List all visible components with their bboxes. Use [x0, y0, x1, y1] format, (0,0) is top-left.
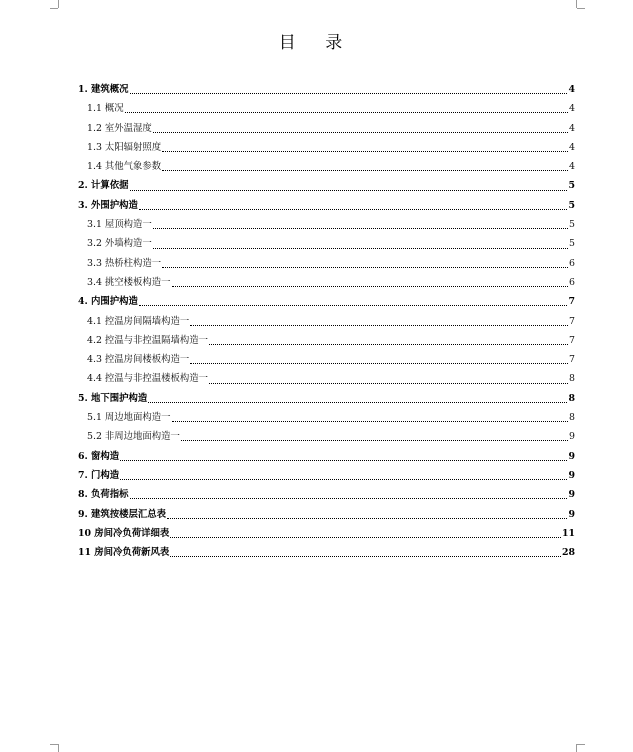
toc-entry-page: 8: [569, 412, 575, 424]
toc-entry-page: 6: [569, 257, 575, 269]
toc-leader-dots: [209, 344, 568, 345]
toc-entry-label: 9. 建筑按楼层汇总表: [78, 508, 167, 520]
crop-mark-bottom-left: [58, 744, 59, 752]
toc-entry[interactable]: [78, 369, 575, 388]
toc-leader-dots: [130, 93, 568, 94]
toc-entry-page: 9: [568, 508, 575, 520]
toc-leader-dots: [162, 151, 568, 152]
toc-entry-label: 1.4 其他气象参数: [87, 161, 162, 173]
toc-entry[interactable]: [78, 196, 575, 215]
toc-leader-dots: [167, 518, 567, 519]
toc-leader-dots: [172, 421, 569, 422]
toc-entry-page: 4: [569, 122, 575, 134]
toc-entry[interactable]: [78, 273, 575, 292]
toc-entry-page: 8: [568, 392, 575, 404]
crop-mark-bottom-right: [576, 744, 577, 752]
toc-entry-label: 7. 门构造: [78, 469, 120, 481]
toc-entry-page: 7: [569, 315, 575, 327]
toc-leader-dots: [153, 228, 568, 229]
toc-entry-label: 4. 内围护构造: [78, 296, 138, 308]
toc-entry-label: 3.1 屋顶构造一: [87, 219, 152, 231]
toc-entry-page: 8: [569, 373, 575, 385]
toc-entry-page: 5: [569, 238, 575, 250]
toc-entry-page: 5: [568, 180, 575, 192]
toc-entry-label: 3. 外围护构造: [78, 199, 138, 211]
toc-entry-label: 6. 窗构造: [78, 450, 120, 462]
toc-entry-label: 4.2 控温与非控温隔墙构造一: [87, 334, 209, 346]
toc-leader-dots: [125, 112, 568, 113]
toc-entry-label: 3.4 挑空楼板构造一: [87, 276, 171, 288]
toc-entry[interactable]: [78, 312, 575, 331]
toc-entry[interactable]: [78, 524, 575, 543]
toc-entry-label: 5.1 周边地面构造一: [87, 412, 171, 424]
toc-entry-page: 4: [569, 103, 575, 115]
toc-entry[interactable]: [78, 408, 575, 427]
toc-entry-page: 11: [561, 527, 575, 539]
toc-leader-dots: [139, 209, 568, 210]
toc-entry[interactable]: [78, 119, 575, 138]
toc-entry-label: 11 房间冷负荷新风表: [78, 547, 170, 559]
toc-entry-page: 4: [569, 141, 575, 153]
toc-entry-label: 1.1 概况: [87, 103, 124, 115]
toc-title: 目 录: [278, 33, 355, 53]
toc-entry[interactable]: [78, 331, 575, 350]
toc-entry-page: 9: [568, 450, 575, 462]
toc-entry-page: 7: [568, 296, 575, 308]
crop-mark-top-left: [58, 0, 59, 8]
crop-mark-top-right: [576, 0, 577, 8]
toc-entry-page: 4: [568, 84, 575, 95]
toc-entry[interactable]: [78, 350, 575, 369]
toc-entry-label: 4.4 控温与非控温楼板构造一: [87, 373, 209, 385]
toc-leader-dots: [190, 325, 568, 326]
toc-entry-label: 1.2 室外温湿度: [87, 122, 152, 134]
toc-entry[interactable]: [78, 80, 575, 99]
crop-mark-bottom-left-h: [50, 744, 58, 745]
toc-entry[interactable]: [78, 234, 575, 253]
toc-entry[interactable]: [78, 157, 575, 176]
toc-entry-label: 5. 地下围护构造: [78, 392, 148, 404]
toc-entry-label: 3.3 热桥柱构造一: [87, 257, 162, 269]
toc-leader-dots: [162, 267, 568, 268]
toc-leader-dots: [153, 248, 568, 249]
toc-leader-dots: [190, 363, 568, 364]
toc-entry[interactable]: [78, 447, 575, 466]
toc-entry-label: 4.1 控温房间隔墙构造一: [87, 315, 190, 327]
toc-entry-page: 28: [561, 547, 575, 559]
toc-leader-dots: [209, 383, 568, 384]
toc-leader-dots: [170, 556, 561, 557]
toc-leader-dots: [148, 402, 567, 403]
toc-entry[interactable]: [78, 99, 575, 118]
toc-entry-label: 3.2 外墙构造一: [87, 238, 152, 250]
toc-entry[interactable]: [78, 505, 575, 524]
toc-leader-dots: [172, 286, 569, 287]
toc-entry[interactable]: [78, 485, 575, 504]
toc-entry[interactable]: [78, 292, 575, 311]
toc-entry-page: 7: [569, 354, 575, 366]
toc-entry[interactable]: [78, 427, 575, 446]
table-of-contents: [78, 80, 575, 562]
toc-leader-dots: [170, 537, 561, 538]
toc-entry-page: 7: [569, 334, 575, 346]
toc-entry-label: 1. 建筑概况: [78, 84, 129, 95]
toc-entry-page: 4: [569, 161, 575, 173]
toc-entry[interactable]: [78, 176, 575, 195]
toc-entry-page: 5: [569, 219, 575, 231]
toc-entry-page: 6: [569, 276, 575, 288]
toc-leader-dots: [130, 498, 568, 499]
toc-entry[interactable]: [78, 543, 575, 562]
toc-entry-page: 5: [568, 199, 575, 211]
crop-mark-top-right-h: [577, 8, 585, 9]
toc-entry-page: 9: [568, 469, 575, 481]
toc-leader-dots: [120, 460, 567, 461]
toc-leader-dots: [139, 305, 568, 306]
toc-leader-dots: [162, 170, 568, 171]
toc-entry-page: 9: [569, 431, 575, 443]
toc-entry-label: 2. 计算依据: [78, 180, 129, 192]
toc-entry[interactable]: [78, 466, 575, 485]
toc-leader-dots: [153, 132, 568, 133]
toc-entry-page: 9: [568, 489, 575, 501]
crop-mark-top-left-h: [50, 8, 58, 9]
toc-entry-label: 5.2 非周边地面构造一: [87, 431, 180, 443]
toc-entry-label: 4.3 控温房间楼板构造一: [87, 354, 190, 366]
toc-entry-label: 8. 负荷指标: [78, 489, 129, 501]
toc-entry[interactable]: [78, 389, 575, 408]
toc-entry[interactable]: [78, 254, 575, 273]
toc-entry[interactable]: [78, 138, 575, 157]
toc-leader-dots: [181, 440, 568, 441]
crop-mark-bottom-right-h: [577, 744, 585, 745]
toc-entry[interactable]: [78, 215, 575, 234]
toc-entry-label: 10 房间冷负荷详细表: [78, 527, 170, 539]
toc-leader-dots: [130, 190, 568, 191]
toc-leader-dots: [120, 479, 567, 480]
toc-entry-label: 1.3 太阳辐射照度: [87, 141, 162, 153]
